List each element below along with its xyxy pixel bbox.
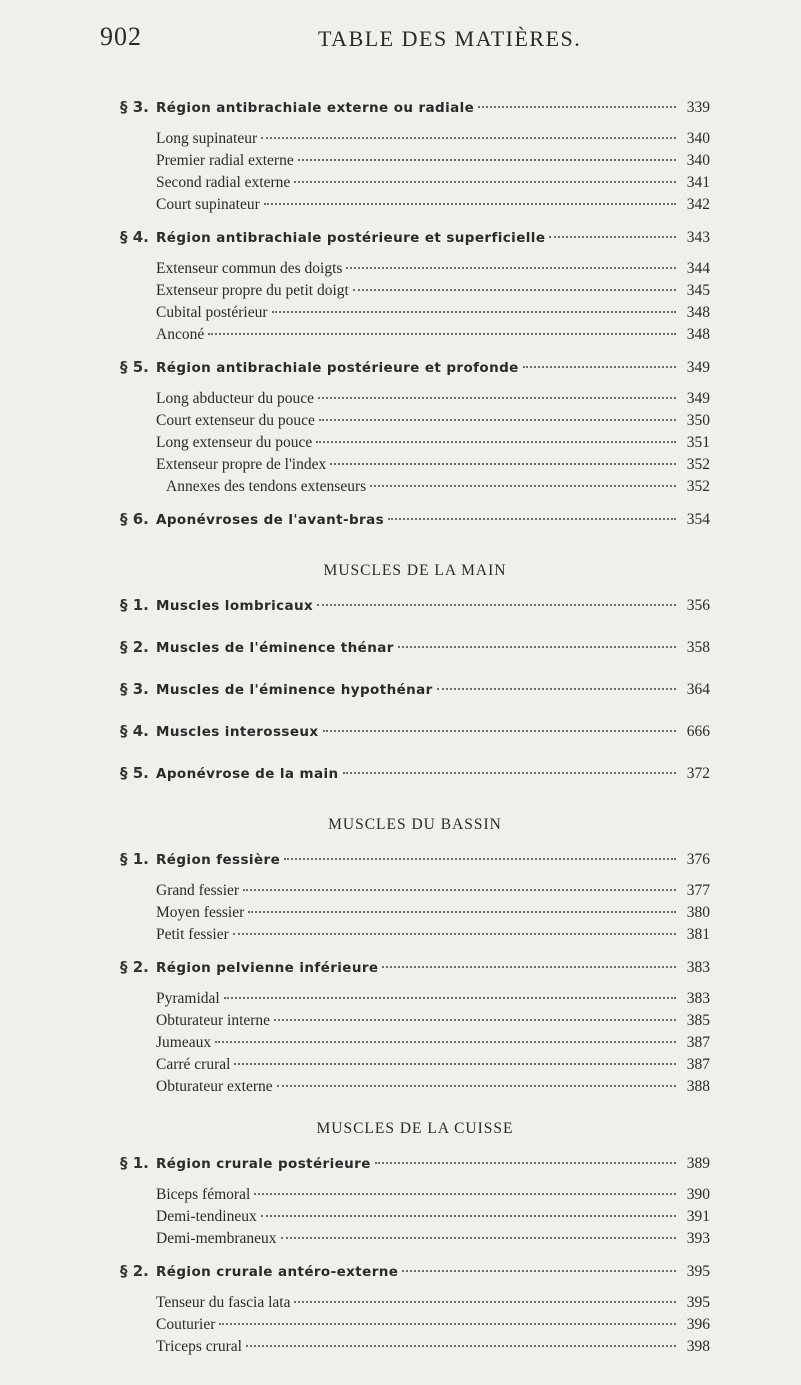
spacer [120,1252,710,1262]
dot-leader [319,419,676,421]
table-of-contents [120,98,710,1360]
toc-entry [120,1230,710,1252]
toc-section-entry [120,596,710,618]
section-heading: MUSCLES DE LA CUISSE [316,1120,514,1137]
entry-page: 387 [686,1034,710,1051]
entry-label: Aponévrose de la main [156,766,339,782]
toc-entry [120,260,710,282]
entry-label: Court extenseur du pouce [156,412,315,429]
entry-page: 354 [686,511,710,528]
dot-leader [346,267,676,269]
toc-entry [120,326,710,348]
entry-label: Couturier [156,1316,216,1333]
dot-leader [398,646,676,648]
toc-section-entry [120,722,710,744]
entry-page: 390 [686,1186,710,1203]
dot-leader [284,858,676,860]
entry-page: 349 [686,359,710,376]
dot-leader [243,889,676,891]
dot-leader [316,441,676,443]
entry-page: 339 [686,99,710,116]
toc-entry [120,1338,710,1360]
dot-leader [274,1019,676,1021]
page-header [0,22,801,62]
toc-entry [120,174,710,196]
entry-page: 345 [686,282,710,299]
entry-label: Petit fessier [156,926,229,943]
dot-leader [233,933,676,935]
entry-page: 341 [686,174,710,191]
dot-leader [375,1162,676,1164]
dot-leader [277,1085,676,1087]
entry-label: Muscles de l'éminence thénar [156,640,394,656]
entry-label: Long supinateur [156,130,258,147]
entry-label: Annexes des tendons extenseurs [166,478,367,495]
entry-page: 343 [686,229,710,246]
toc-entry [120,904,710,926]
entry-label: Aponévroses de l'avant-bras [156,512,385,528]
entry-page: 381 [686,926,710,943]
toc-section-entry [120,1154,710,1176]
toc-entry [120,196,710,218]
toc-entry [120,1186,710,1208]
dot-leader [478,106,676,108]
entry-label: Moyen fessier [156,904,245,921]
spacer [120,712,710,722]
entry-page: 349 [686,390,710,407]
entry-page: 398 [686,1338,710,1355]
spacer [120,702,710,712]
toc-section-entry [120,98,710,120]
entry-page: 395 [686,1294,710,1311]
dot-leader [219,1323,676,1325]
entry-label: Jumeaux [156,1034,212,1051]
section-number: § 2. [120,958,149,976]
toc-entry [120,390,710,412]
spacer [120,980,710,990]
toc-section-entry [120,510,710,532]
toc-entry [120,990,710,1012]
entry-page: 395 [686,1263,710,1280]
entry-page: 391 [686,1208,710,1225]
toc-section-entry [120,358,710,380]
section-number: § 6. [120,510,149,528]
section-heading: MUSCLES DE LA MAIN [323,562,507,579]
section-number: § 1. [120,596,149,614]
spacer [120,532,710,542]
spacer [120,618,710,628]
dot-leader [261,137,676,139]
entry-label: Muscles interosseux [156,724,319,740]
entry-page: 666 [686,723,710,740]
section-heading: MUSCLES DU BASSIN [328,816,502,833]
entry-label: Région antibrachiale externe ou radiale [156,100,475,116]
entry-label: Premier radial externe [156,152,294,169]
dot-leader [234,1063,676,1065]
toc-entry [120,434,710,456]
dot-leader [264,203,676,205]
entry-label: Cubital postérieur [156,304,268,321]
section-number: § 2. [120,1262,149,1280]
toc-entry [120,130,710,152]
toc-entry [120,1208,710,1230]
dot-leader [248,911,676,913]
toc-entry [120,412,710,434]
dot-leader [353,289,676,291]
entry-label: Biceps fémoral [156,1186,251,1203]
dot-leader [318,397,676,399]
dot-leader [330,463,676,465]
section-number: § 2. [120,638,149,656]
entry-page: 348 [686,326,710,343]
entry-label: Tenseur du fascia lata [156,1294,291,1311]
toc-section-entry [120,228,710,250]
toc-section-entry [120,850,710,872]
entry-page: 340 [686,152,710,169]
entry-page: 377 [686,882,710,899]
entry-page: 383 [686,990,710,1007]
entry-label: Long abducteur du pouce [156,390,314,407]
toc-entry [120,1012,710,1034]
entry-label: Grand fessier [156,882,240,899]
toc-section-entry [120,764,710,786]
entry-page: 387 [686,1056,710,1073]
entry-label: Région fessière [156,852,281,868]
entry-label: Région antibrachiale postérieure et superficielle [156,230,546,246]
toc-entry [120,304,710,326]
entry-page: 356 [686,597,710,614]
entry-label: Extenseur commun des doigts [156,260,343,277]
dot-leader [388,518,676,520]
toc-entry [120,1078,710,1100]
spacer [120,250,710,260]
toc-entry [120,926,710,948]
spacer [120,1176,710,1186]
entry-page: 388 [686,1078,710,1095]
entry-page: 342 [686,196,710,213]
entry-label: Obturateur externe [156,1078,273,1095]
section-number: § 1. [120,850,149,868]
entry-label: Court supinateur [156,196,260,213]
entry-page: 380 [686,904,710,921]
section-number: § 5. [120,764,149,782]
spacer [120,218,710,228]
entry-page: 348 [686,304,710,321]
entry-page: 352 [686,456,710,473]
dot-leader [549,236,676,238]
entry-page: 372 [686,765,710,782]
entry-page: 364 [686,681,710,698]
entry-label: Pyramidal [156,990,220,1007]
dot-leader [224,997,676,999]
toc-entry [120,882,710,904]
entry-label: Carré crural [156,1056,231,1073]
toc-entry [120,1056,710,1078]
dot-leader [298,159,676,161]
dot-leader [523,366,676,368]
spacer [120,348,710,358]
entry-page: 376 [686,851,710,868]
entry-label: Région crurale antéro-externe [156,1264,399,1280]
spacer [120,872,710,882]
toc-entry [120,1034,710,1056]
dot-leader [272,311,677,313]
spacer [120,744,710,754]
toc-section-entry [120,958,710,980]
dot-leader [382,966,676,968]
entry-label: Demi-membraneux [156,1230,277,1247]
entry-page: 344 [686,260,710,277]
section-number: § 4. [120,722,149,740]
section-number: § 3. [120,98,149,116]
spacer [120,948,710,958]
toc-entry [120,1316,710,1338]
dot-leader [261,1215,676,1217]
entry-label: Extenseur propre de l'index [156,456,327,473]
spacer [120,120,710,130]
entry-label: Région crurale postérieure [156,1156,371,1172]
dot-leader [343,772,676,774]
entry-page: 385 [686,1012,710,1029]
entry-page: 351 [686,434,710,451]
entry-page: 383 [686,959,710,976]
running-title: TABLE DES MATIÈRES. [318,26,582,51]
toc-entry [120,456,710,478]
entry-page: 350 [686,412,710,429]
spacer [120,754,710,764]
section-number: § 4. [120,228,149,246]
entry-label: Muscles de l'éminence hypothénar [156,682,433,698]
section-number: § 3. [120,680,149,698]
entry-label: Obturateur interne [156,1012,271,1029]
spacer [120,380,710,390]
toc-section-entry [120,680,710,702]
dot-leader [254,1193,676,1195]
dot-leader [281,1237,676,1239]
entry-page: 340 [686,130,710,147]
entry-label: Anconé [156,326,205,343]
toc-entry [120,152,710,174]
dot-leader [437,688,676,690]
entry-label: Triceps crural [156,1338,242,1355]
toc-entry [120,1294,710,1316]
spacer [120,1284,710,1294]
spacer [120,670,710,680]
entry-page: 396 [686,1316,710,1333]
toc-section-entry [120,638,710,660]
entry-label: Région pelvienne inférieure [156,960,379,976]
section-number: § 5. [120,358,149,376]
section-number: § 1. [120,1154,149,1172]
dot-leader [323,730,676,732]
page-number: 902 [100,22,142,51]
spacer [120,786,710,796]
entry-page: 358 [686,639,710,656]
spacer [120,628,710,638]
dot-leader [294,181,676,183]
toc-entry [120,478,710,500]
entry-page: 389 [686,1155,710,1172]
dot-leader [370,485,676,487]
toc-section-entry [120,1262,710,1284]
dot-leader [246,1345,676,1347]
entry-label: Long extenseur du pouce [156,434,313,451]
spacer [120,660,710,670]
dot-leader [215,1041,676,1043]
entry-page: 352 [686,478,710,495]
entry-label: Région antibrachiale postérieure et profonde [156,360,519,376]
dot-leader [317,604,676,606]
entry-label: Demi-tendineux [156,1208,257,1225]
entry-label: Muscles lombricaux [156,598,314,614]
dot-leader [294,1301,676,1303]
entry-page: 393 [686,1230,710,1247]
dot-leader [402,1270,676,1272]
toc-entry [120,282,710,304]
dot-leader [208,333,676,335]
entry-label: Extenseur propre du petit doigt [156,282,349,299]
entry-label: Second radial externe [156,174,291,191]
spacer [120,500,710,510]
